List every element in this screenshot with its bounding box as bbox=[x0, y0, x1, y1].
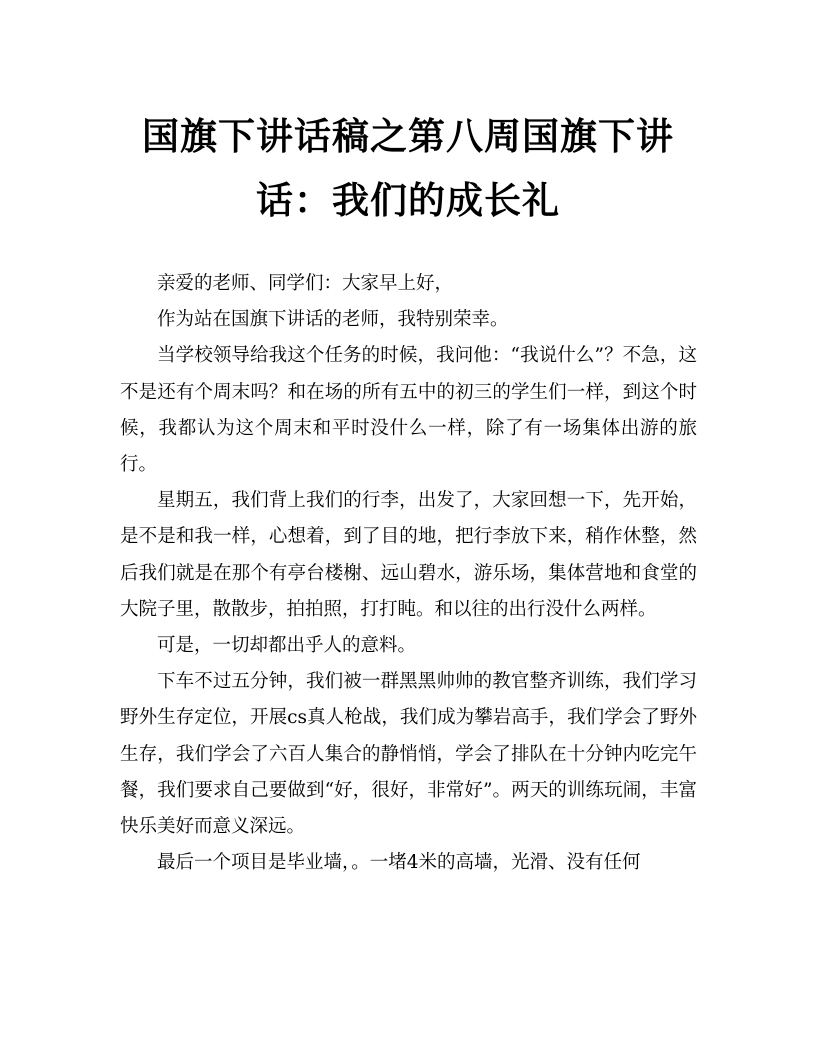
paragraph-intro: 作为站在国旗下讲话的老师，我特别荣幸。 bbox=[157, 309, 509, 331]
paragraph-greeting: 亲爱的老师、同学们：大家早上好， bbox=[157, 273, 454, 294]
document-body bbox=[120, 266, 697, 881]
paragraph-task: 当学校领导给我这个任务的时候，我问他：“我说什么”？不急，这不是还有个周末吗？和在场的所有五中的初三的学生们一样，到这个时候，我都认为这个周末和平时没什么一样，除了有一场集体出游的旅行。 bbox=[120, 345, 697, 476]
paragraph-friday: 星期五，我们背上我们的行李，出发了，大家回想一下，先开始，是不是和我一样，心想着，到了目的地，把行李放下来，稍作休整，然后我们就是在那个有亭台楼榭、远山碧水，游乐场，集体营地和食堂的大院子里，散散步，拍拍照，打打盹。和以往的出行没什么两样。 bbox=[120, 490, 697, 620]
document-title: 国旗下讲话稿之第八周国旗下讲话：我们的成长礼 bbox=[142, 114, 674, 222]
paragraph-wall: 最后一个项目是毕业墙，。一堵4米的高墙，光滑、没有任何 bbox=[157, 852, 641, 874]
paragraph-training: 下车不过五分钟，我们被一群黑黑帅帅的教官整齐训练，我们学习野外生存定位，开展cs真人枪战，我们成为攀岩高手，我们学会了野外生存，我们学会了六百人集合的静悄悄，学会了排队在十分钟内吃完午餐，我们要求自己要做到“好，很好，非常好”。两天的训练玩闹，丰富快乐美好而意义深远。 bbox=[120, 671, 697, 838]
paragraph-unexpected: 可是，一切却都出乎人的意料。 bbox=[157, 635, 417, 657]
